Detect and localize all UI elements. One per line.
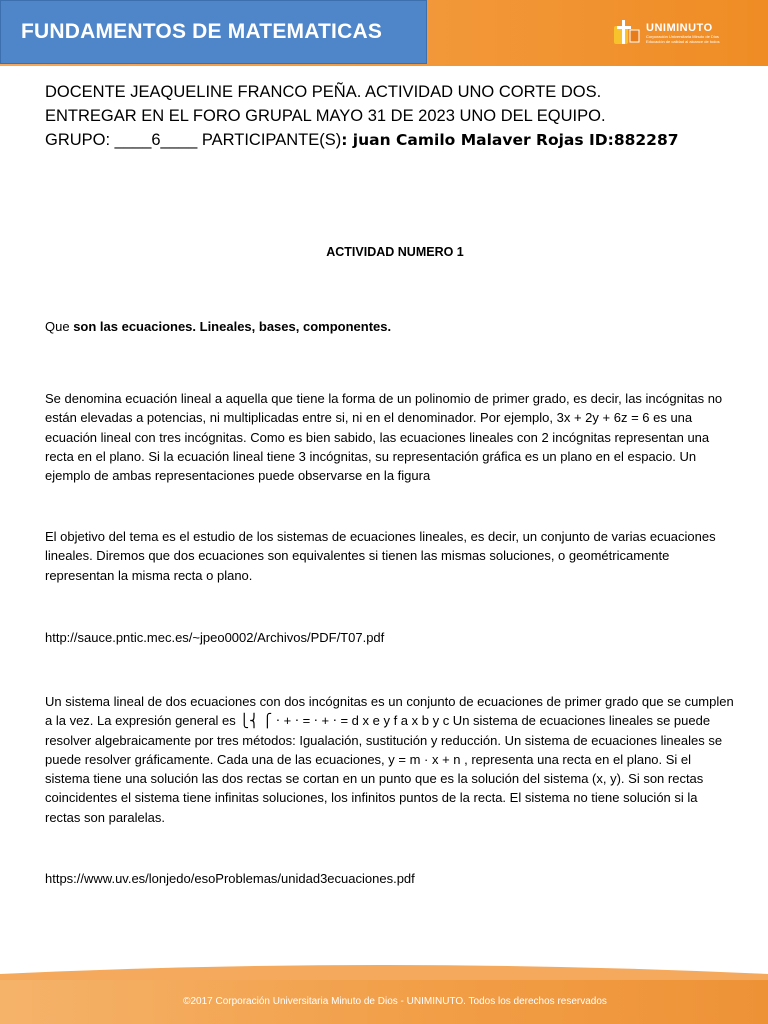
question-line (45, 317, 735, 336)
course-title-box (0, 0, 427, 64)
delivery-line: ENTREGAR EN EL FORO GRUPAL MAYO 31 DE 2023 UNO DEL EQUIPO. (45, 107, 606, 125)
paragraph-linear-system: Un sistema lineal de dos ecuaciones con dos incógnitas es un conjunto de ecuaciones de primer grado que se cumplen a la vez. La expresión general es ⎩⎨ ⎧ ⋅ + ⋅ = ⋅ + ⋅ = d x e y f a x b y c Un sistema de ecuaciones lineales se puede resolver algebraicamente por tres métodos: Igualación, sustitución y reducción. Un sistema de ecuaciones lineales se puede resolver gráficamente. Cada una de las ecuaciones, y = m · x + n , representa una recta en el plano. Si el sistema tiene una solución las dos rectas se cortan en un punto que es la solución del sistema (x, y). Si son rectas coincidentes el sistema tiene infinitas soluciones, los infinitos puntos de la recta. El sistema no tiene solución si la rectas son paralelas. (45, 694, 734, 825)
group-line (45, 128, 745, 152)
logo-name: UNIMINUTO (646, 22, 713, 34)
question-prefix: Que (45, 319, 74, 334)
question-bold: son las ecuaciones. Lineales, bases, componentes. (73, 319, 392, 334)
course-title: FUNDAMENTOS DE MATEMATICAS (21, 20, 383, 43)
teacher-line: DOCENTE JEAQUELINE FRANCO PEÑA. ACTIVIDAD UNO CORTE DOS. (45, 83, 602, 101)
participant-name: : juan Camilo Malaver Rojas ID:882287 (341, 131, 679, 149)
uniminuto-logo (612, 13, 742, 53)
footer-copyright: ©2017 Corporación Universitaria Minuto de Dios - UNIMINUTO. Todos los derechos reservados (183, 996, 607, 1007)
logo-subtitle-1: Corporación Universitaria Minuto de Dios (646, 34, 719, 39)
assignment-header (45, 80, 745, 152)
paragraph-linear-equations: Se denomina ecuación lineal a aquella que tiene la forma de un polinomio de primer grado, es decir, las incógnitas no están elevadas a potencias, ni multiplicadas entre si, ni en el denominador. Por ejemplo, 3x + 2y + 6z = 6 es una ecuación lineal con tres incógnitas. Como es bien sabido, las ecuaciones lineales con 2 incógnitas representan una recta en el plano. Si la ecuación lineal tiene 3 incógnitas, su representación gráfica es un plano en el espacio. Un ejemplo de ambas representaciones puede observarse en la figura (45, 391, 723, 484)
activity-title: ACTIVIDAD NUMERO 1 (326, 245, 464, 259)
reference-url-2[interactable]: https://www.uv.es/lonjedo/esoProblemas/unidad3ecuaciones.pdf (45, 871, 415, 886)
logo-subtitle-2: Educación de calidad al alcance de todos (646, 39, 720, 44)
paragraph-systems-objective: El objetivo del tema es el estudio de los sistemas de ecuaciones lineales, es decir, un conjunto de varias ecuaciones lineales. Diremos que dos ecuaciones son equivalentes si tienen las mismas soluciones, o geométricamente representan la misma recta o plano. (45, 529, 716, 583)
reference-url-1[interactable]: http://sauce.pntic.mec.es/~jpeo0002/Archivos/PDF/T07.pdf (45, 630, 385, 645)
group-label: GRUPO: ____6____ PARTICIPANTE(S) (45, 131, 342, 149)
uniminuto-logo-icon (612, 18, 642, 48)
